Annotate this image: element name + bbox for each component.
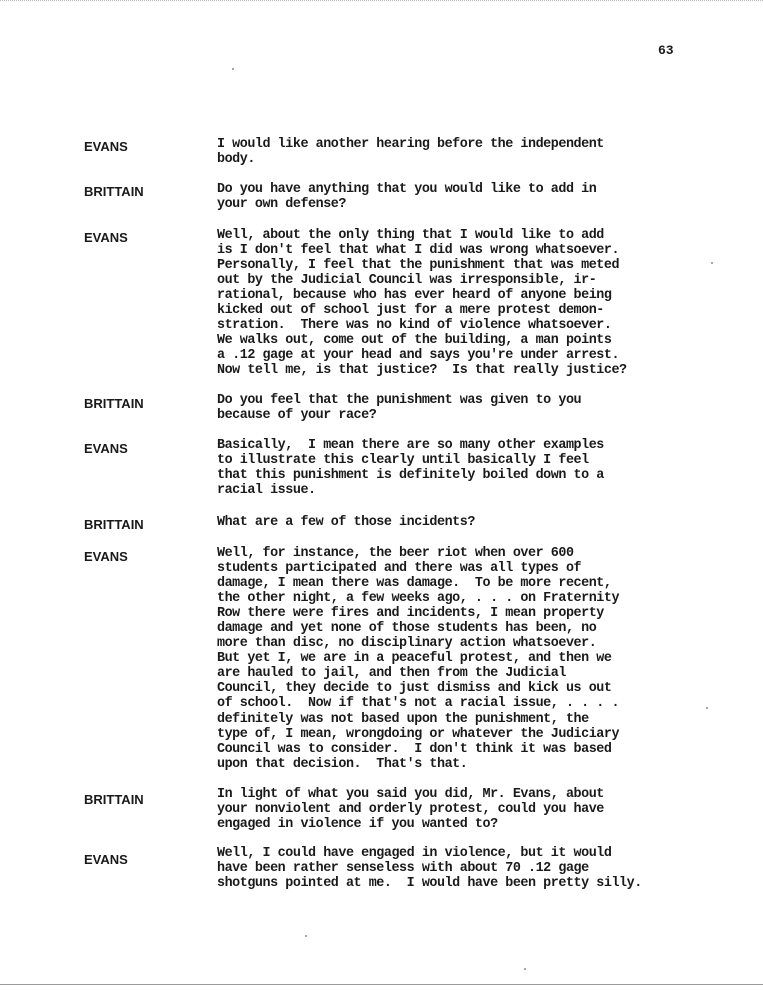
dialogue-paragraph: Well, I could have engaged in violence, but it would have been rather senseless with about 70 .12 gage shotguns pointed at me. I would have been pretty silly. <box>217 846 642 892</box>
speaker-label: BRITTAIN <box>84 184 144 199</box>
dialogue-paragraph: I would like another hearing before the independent body. <box>217 137 604 168</box>
scan-speck <box>305 935 307 937</box>
speaker-label: EVANS <box>84 139 128 154</box>
scan-speck <box>524 968 526 970</box>
dialogue-paragraph: Basically, I mean there are so many other examples to illustrate this clearly until basically I feel that this punishment is definitely boiled down to a racial issue. <box>217 438 604 499</box>
scan-speck <box>706 707 708 709</box>
speaker-label: EVANS <box>84 549 128 564</box>
dialogue-paragraph: Well, for instance, the beer riot when over 600 students participated and there was all types of damage, I mean there was damage. To be more recent, the other night, a few weeks ago, . . . on Fraternity Row there were fires and incidents, I mean property damage and yet none of those students has been, no more than disc, no disciplinary action whatsoever. But yet I, we are in a peaceful protest, and then we are hauled to jail, and then from the Judicial Council, they decide to just dismiss and kick us out of school. Now if that's not a racial issue, . . . . definitely was not based upon the punishment, the type of, I mean, wrongdoing or whatever the Judiciary Council was to consider. I don't think it was based upon that decision. That's that. <box>217 546 620 772</box>
page-number: 63 <box>658 43 674 58</box>
dialogue-paragraph: Well, about the only thing that I would like to add is I don't feel that what I did was wrong whatsoever. Personally, I feel that the punishment that was meted out by the Judicial Council was irresponsible, ir- rational, because who has ever heard of anyone being kicked out of school just for a mere protest demon- stration. There was no kind of violence whatsoever. We walks out, come out of the building, a man points a .12 gage at your head and says you're under arrest. Now tell me, is that justice? Is that really justice? <box>217 228 627 379</box>
speaker-label: EVANS <box>84 441 128 456</box>
speaker-label: BRITTAIN <box>84 792 144 807</box>
speaker-label: BRITTAIN <box>84 396 144 411</box>
dialogue-paragraph: Do you have anything that you would like to add in your own defense? <box>217 182 597 213</box>
dialogue-paragraph: Do you feel that the punishment was given to you because of your race? <box>217 393 582 424</box>
speaker-label: EVANS <box>84 230 128 245</box>
scan-speck <box>232 68 234 70</box>
top-scan-edge <box>0 0 763 4</box>
speaker-label: EVANS <box>84 852 128 867</box>
dialogue-paragraph: What are a few of those incidents? <box>217 515 475 530</box>
scan-speck <box>711 262 713 264</box>
dialogue-paragraph: In light of what you said you did, Mr. Evans, about your nonviolent and orderly protest, could you have engaged in violence if you wanted to? <box>217 787 604 833</box>
bottom-scan-edge <box>0 984 763 988</box>
speaker-label: BRITTAIN <box>84 517 144 532</box>
